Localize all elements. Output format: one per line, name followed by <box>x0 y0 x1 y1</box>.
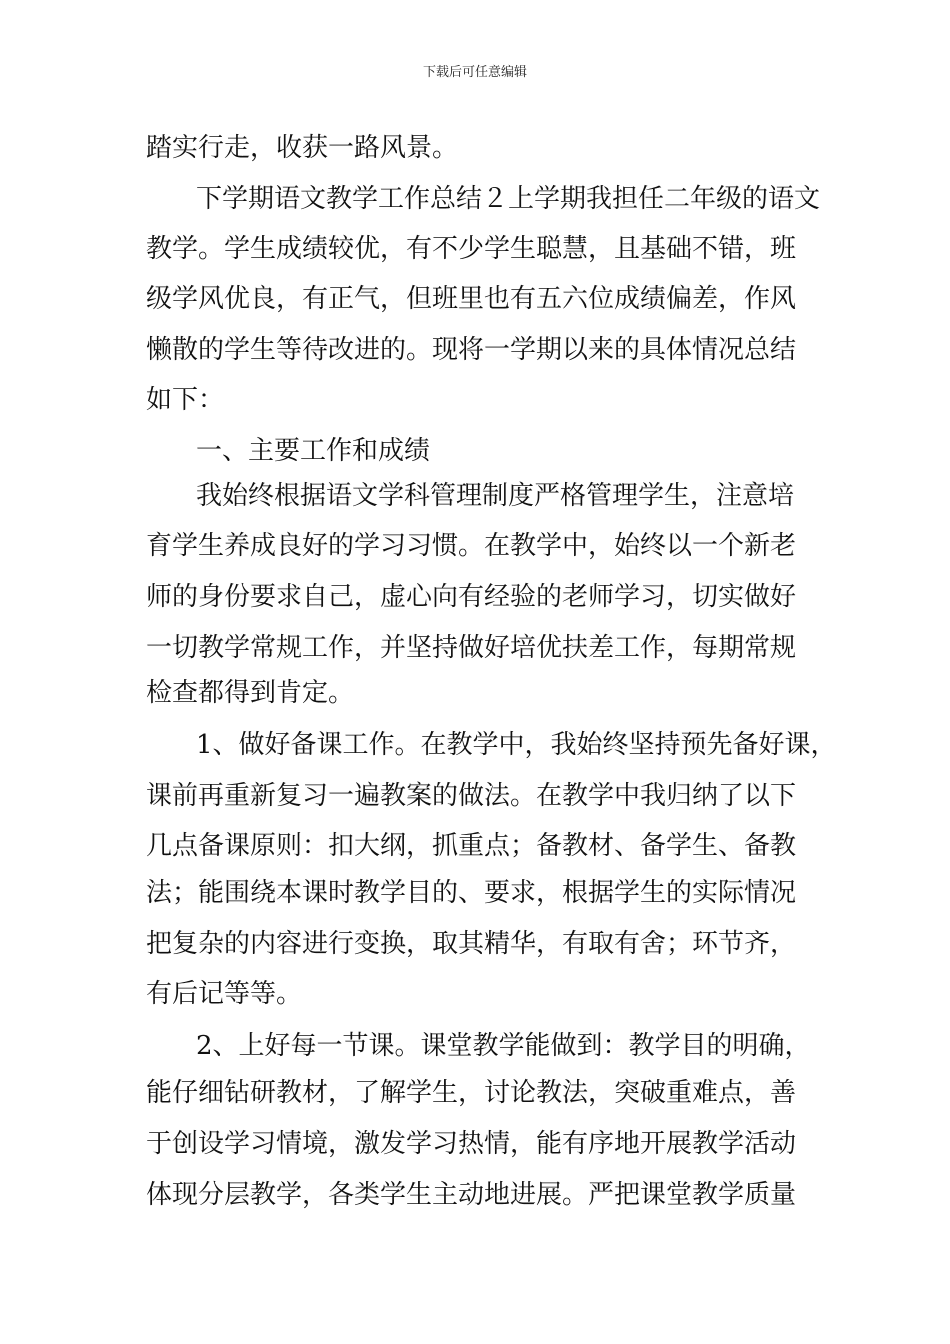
text-line: 课前再重新复习一遍教案的做法。在教学中我归纳了以下 <box>146 781 797 811</box>
text-line: 有后记等等。 <box>146 979 303 1009</box>
text-line: 检查都得到肯定。 <box>146 678 355 708</box>
text-line: 能仔细钻研教材，了解学生，讨论教法，突破重难点，善 <box>146 1078 797 1108</box>
text-line: 级学风优良，有正气，但班里也有五六位成绩偏差，作风 <box>146 284 797 314</box>
text-line: 2、上好每一节课。课堂教学能做到：教学目的明确， <box>196 1031 811 1061</box>
text-line: 法；能围绕本课时教学目的、要求，根据学生的实际情况 <box>146 878 797 908</box>
text-line: 育学生养成良好的学习习惯。在教学中，始终以一个新老 <box>146 531 797 561</box>
text-line: 1、做好备课工作。在教学中，我始终坚持预先备好课， <box>196 730 837 760</box>
text-line: 于创设学习情境，激发学习热情，能有序地开展教学活动 <box>146 1129 797 1159</box>
text-line: 几点备课原则：扣大纲，抓重点；备教材、备学生、备教 <box>146 831 797 861</box>
text-line: 踏实行走，收获一路风景。 <box>146 133 459 163</box>
text-line: 体现分层教学，各类学生主动地进展。严把课堂教学质量 <box>146 1180 797 1210</box>
text-line: 师的身份要求自己，虚心向有经验的老师学习，切实做好 <box>146 582 797 612</box>
text-line: 一切教学常规工作，并坚持做好培优扶差工作，每期常规 <box>146 633 797 663</box>
text-line: 把复杂的内容进行变换，取其精华，有取有舍；环节齐， <box>146 929 797 959</box>
text-line: 懒散的学生等待改进的。现将一学期以来的具体情况总结 <box>146 335 797 365</box>
text-line: 我始终根据语文学科管理制度严格管理学生，注意培 <box>196 481 795 511</box>
section-heading: 一、主要工作和成绩 <box>196 436 431 466</box>
text-line: 教学。学生成绩较优，有不少学生聪慧，且基础不错，班 <box>146 234 797 264</box>
text-line: 下学期语文教学工作总结２上学期我担任二年级的语文 <box>196 184 821 214</box>
page-header: 下载后可任意编辑 <box>422 65 527 80</box>
text-line: 如下： <box>146 385 225 415</box>
